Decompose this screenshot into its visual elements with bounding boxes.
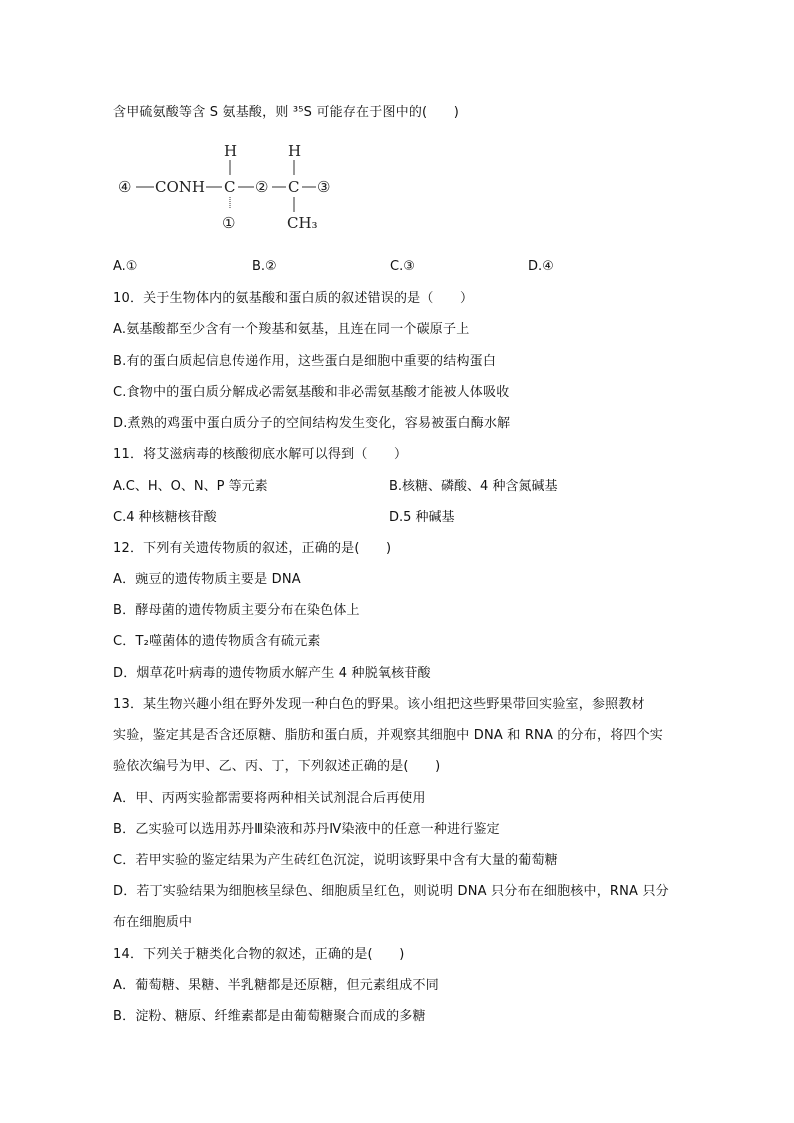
q10-option-a: A.氨基酸都至少含有一个羧基和氨基，且连在同一个碳原子上 (113, 322, 470, 337)
q12-stem: 12．下列有关遗传物质的叙述，正确的是( ) (113, 541, 392, 556)
q11-option-b: B.核糖、磷酸、4 种含氮碱基 (389, 479, 558, 494)
q13-option-b: B．乙实验可以选用苏丹Ⅲ染液和苏丹Ⅳ染液中的任意一种进行鉴定 (113, 822, 500, 837)
q9-option-b: B.② (252, 259, 277, 274)
q12-option-b: B．酵母菌的遗传物质主要分布在染色体上 (113, 603, 360, 618)
circle-4-label: ④ (118, 178, 132, 196)
q13-stem-line-3: 验依次编号为甲、乙、丙、丁，下列叙述正确的是( ) (113, 759, 441, 774)
h-atom-2: H (288, 142, 302, 160)
c-atom-1: C (224, 178, 236, 196)
q11-stem: 11．将艾滋病毒的核酸彻底水解可以得到（ ） (113, 447, 408, 462)
q12-option-a: A．豌豆的遗传物质主要是 DNA (113, 572, 301, 587)
q11-option-a: A.C、H、O、N、P 等元素 (113, 479, 268, 494)
circle-2-label: ② (255, 178, 269, 196)
q12-option-c: C．T₂噬菌体的遗传物质含有硫元素 (113, 634, 321, 649)
peptide-structure-diagram (118, 140, 358, 240)
q10-stem: 10．关于生物体内的氨基酸和蛋白质的叙述错误的是（ ） (113, 291, 474, 306)
q9-stem: 含甲硫氨酸等含 S 氨基酸，则 ³⁵S 可能存在于图中的( ) (113, 105, 459, 120)
q9-option-c: C.③ (390, 259, 415, 274)
q14-option-a: A．葡萄糖、果糖、半乳糖都是还原糖，但元素组成不同 (113, 978, 439, 993)
q13-option-c: C．若甲实验的鉴定结果为产生砖红色沉淀，说明该野果中含有大量的葡萄糖 (113, 853, 558, 868)
q9-option-d: D.④ (528, 259, 554, 274)
q11-option-d: D.5 种碱基 (389, 510, 455, 525)
q10-option-d: D.煮熟的鸡蛋中蛋白质分子的空间结构发生变化，容易被蛋白酶水解 (113, 416, 511, 431)
q14-stem: 14．下列关于糖类化合物的叙述，正确的是( ) (113, 947, 405, 962)
q14-option-b: B．淀粉、糖原、纤维素都是由葡萄糖聚合而成的多糖 (113, 1009, 426, 1024)
q11-option-c: C.4 种核糖核苷酸 (113, 510, 217, 525)
q10-option-c: C.食物中的蛋白质分解成必需氨基酸和非必需氨基酸才能被人体吸收 (113, 385, 510, 400)
h-atom-1: H (224, 142, 238, 160)
q13-stem-line-2: 实验，鉴定其是否含还原糖、脂肪和蛋白质，并观察其细胞中 DNA 和 RNA 的分布，将四个实 (113, 728, 664, 743)
q13-stem-line-1: 13．某生物兴趣小组在野外发现一种白色的野果。该小组把这些野果带回实验室，参照教材 (113, 697, 645, 712)
ch3-label: CH₃ (287, 214, 318, 232)
c-atom-2: C (288, 178, 300, 196)
q13-option-d: D．若丁实验结果为细胞核呈绿色、细胞质呈红色，则说明 DNA 只分布在细胞核中，RNA 只分 (113, 884, 669, 899)
q13-option-d-continued: 布在细胞质中 (113, 915, 193, 930)
q9-option-a: A.① (113, 259, 138, 274)
conh-label: CONH (155, 178, 205, 196)
circle-3-label: ③ (317, 178, 331, 196)
circle-1-label: ① (222, 214, 236, 232)
q12-option-d: D．烟草花叶病毒的遗传物质水解产生 4 种脱氧核苷酸 (113, 666, 431, 681)
q10-option-b: B.有的蛋白质起信息传递作用，这些蛋白是细胞中重要的结构蛋白 (113, 354, 497, 369)
q13-option-a: A．甲、丙两实验都需要将两种相关试剂混合后再使用 (113, 791, 426, 806)
